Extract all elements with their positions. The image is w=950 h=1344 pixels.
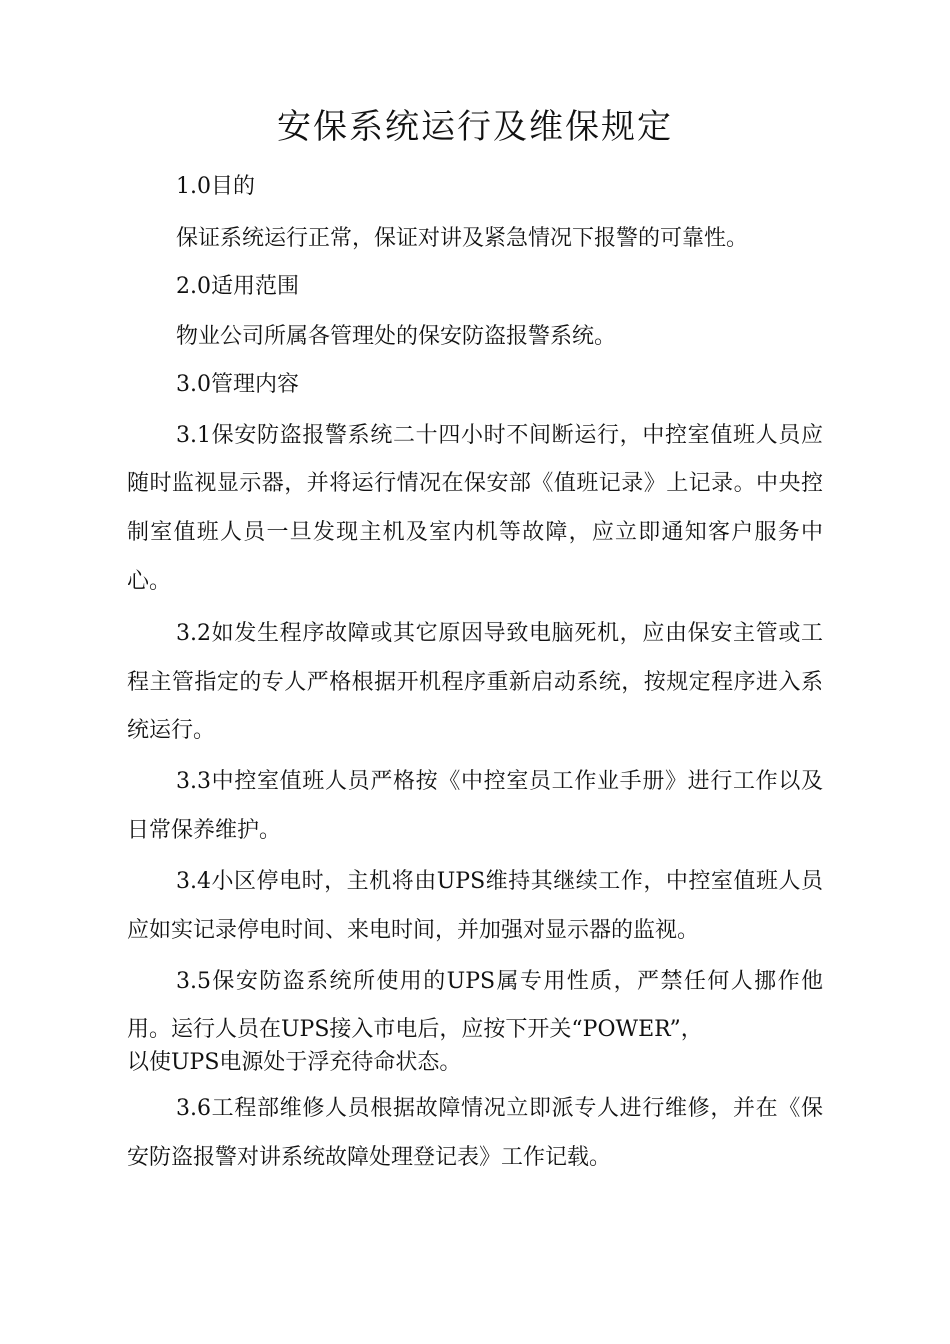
paragraph-line: 物业公司所属各管理处的保安防盗报警系统。 xyxy=(176,324,617,349)
paragraph-line: 3.5保安防盗系统所使用的UPS属专用性质，严禁任何人挪作他 xyxy=(176,969,823,994)
paragraph-line: 安防盗报警对讲系统故障处理登记表》工作记载。 xyxy=(127,1145,612,1170)
paragraph-line: 用。运行人员在UPS接入市电后，应按下开关“POWER”， xyxy=(127,1017,703,1042)
section-heading-management: 3.0管理内容 xyxy=(176,372,299,397)
paragraph-line: 3.4小区停电时，主机将由UPS维持其继续工作，中控室值班人员 xyxy=(176,869,823,894)
paragraph-line: 3.1保安防盗报警系统二十四小时不间断运行，中控室值班人员应 xyxy=(176,423,823,448)
paragraph-line: 心。 xyxy=(127,569,172,594)
paragraph-line: 应如实记录停电时间、来电时间，并加强对显示器的监视。 xyxy=(127,918,700,943)
paragraph-line: 以使UPS电源处于浮充待命状态。 xyxy=(127,1050,462,1075)
section-heading-purpose: 1.0目的 xyxy=(176,174,255,199)
paragraph-line: 保证系统运行正常，保证对讲及紧急情况下报警的可靠性。 xyxy=(176,226,749,251)
paragraph-line: 统运行。 xyxy=(127,718,216,743)
paragraph-line: 制室值班人员一旦发现主机及室内机等故障，应立即通知客户服务中 xyxy=(127,520,823,545)
paragraph-line: 3.3中控室值班人员严格按《中控室员工作业手册》进行工作以及 xyxy=(176,769,823,794)
paragraph-line: 日常保养维护。 xyxy=(127,818,282,843)
paragraph-line: 3.6工程部维修人员根据故障情况立即派专人进行维修，并在《保 xyxy=(176,1096,823,1121)
section-heading-scope: 2.0适用范围 xyxy=(176,274,299,299)
paragraph-line: 随时监视显示器，并将运行情况在保安部《值班记录》上记录。中央控 xyxy=(127,471,823,496)
document-title: 安保系统运行及维保规定 xyxy=(277,107,673,147)
paragraph-line: 3.2如发生程序故障或其它原因导致电脑死机，应由保安主管或工 xyxy=(176,621,823,646)
paragraph-line: 程主管指定的专人严格根据开机程序重新启动系统，按规定程序进入系 xyxy=(127,670,823,695)
